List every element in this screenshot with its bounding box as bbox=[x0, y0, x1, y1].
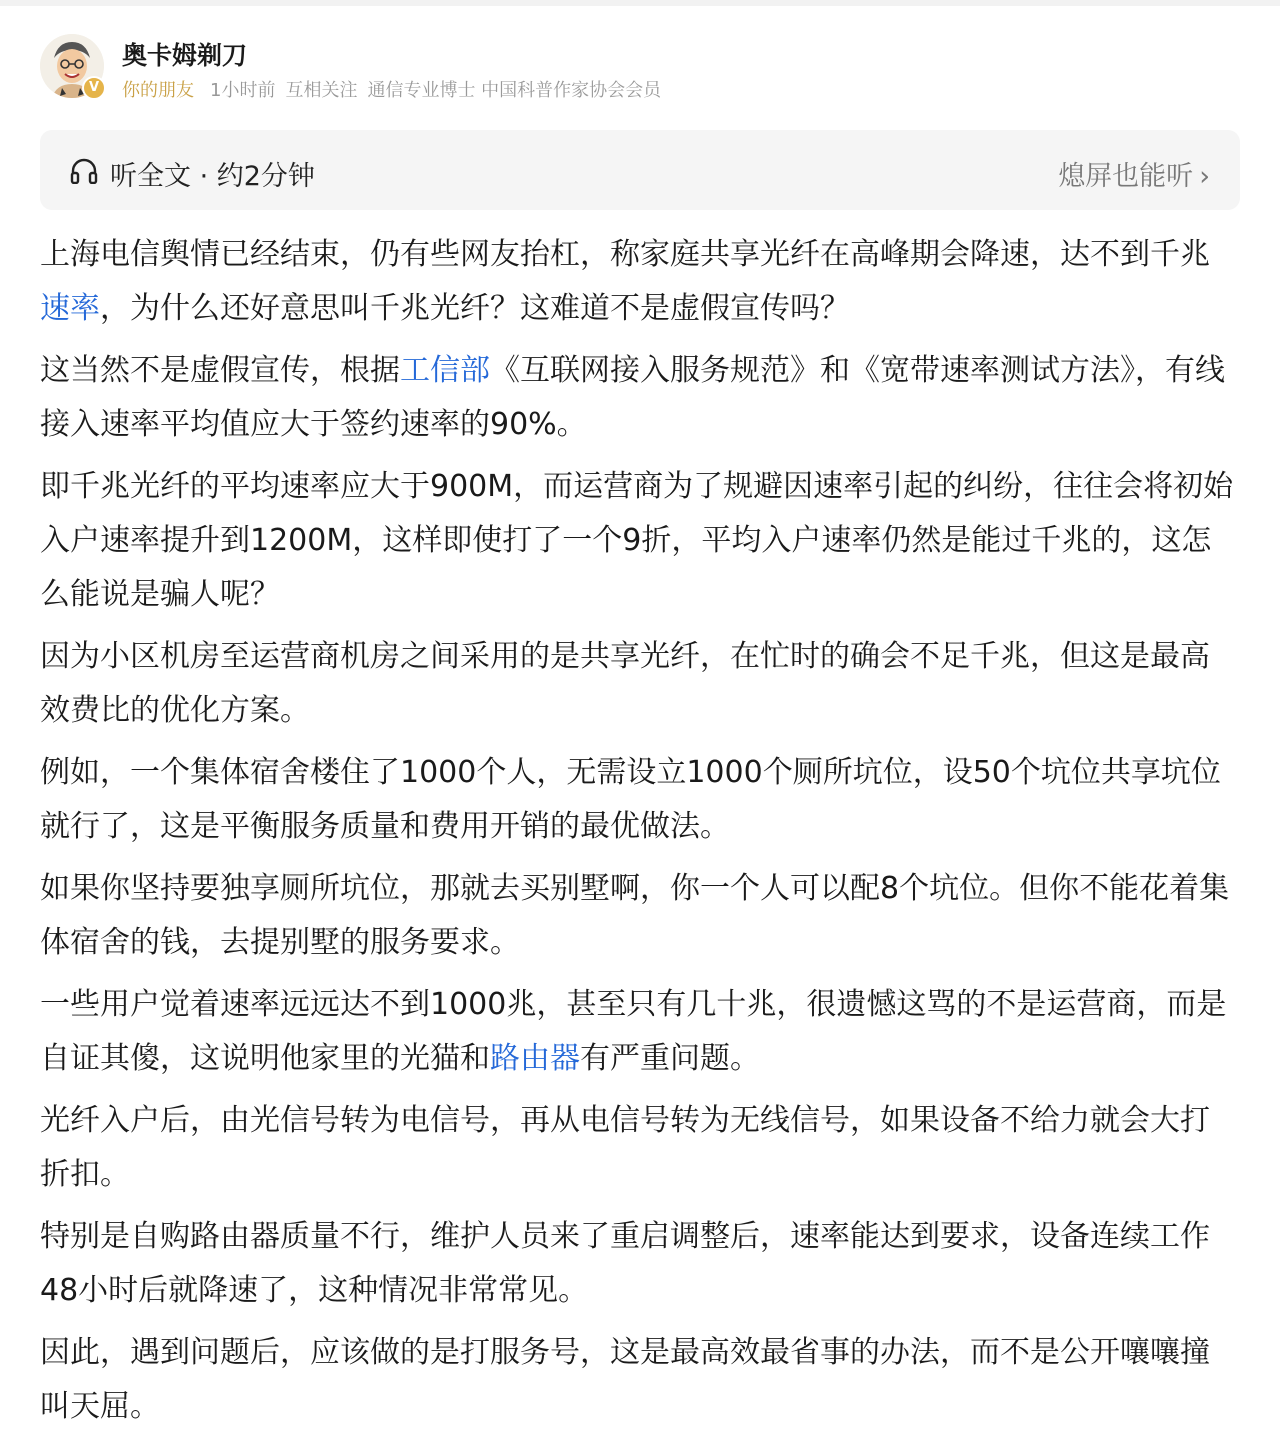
paragraph-text: ，为什么还好意思叫千兆光纤？这难道不是虚假宣传吗？ bbox=[100, 291, 850, 326]
screen-off-label: 熄屏也能听 bbox=[1058, 161, 1194, 192]
paragraph bbox=[40, 228, 1235, 336]
chevron-right-icon: › bbox=[1199, 161, 1210, 192]
link-rate[interactable]: 速率 bbox=[40, 291, 100, 326]
paragraph-text: 这当然不是虚假宣传，根据 bbox=[40, 353, 400, 388]
paragraph: 因为小区机房至运营商机房之间采用的是共享光纤，在忙时的确会不足千兆，但这是最高效费比的优化方案。 bbox=[40, 639, 1210, 728]
screen-off-listen-button[interactable] bbox=[1058, 154, 1210, 193]
paragraph: 即千兆光纤的平均速率应大于900M，而运营商为了规避因速率引起的纠纷，往往会将初始入户速率提升到1200M，这样即使打了一个9折，平均入户速率仍然是能过千兆的，这怎么能说是骗人呢？ bbox=[40, 469, 1234, 612]
paragraph: 因此，遇到问题后，应该做的是打服务号，这是最高效最省事的办法，而不是公开嚷嚷撞叫天屈。 bbox=[40, 1335, 1210, 1424]
top-divider bbox=[0, 0, 1280, 6]
author-name[interactable]: 奥卡姆剃刀 bbox=[122, 41, 248, 70]
friend-tag: 你的朋友 bbox=[122, 80, 194, 101]
paragraph bbox=[40, 978, 1235, 1086]
listen-label: 听全文 · 约2分钟 bbox=[110, 161, 315, 192]
paragraph: 光纤入户后，由光信号转为电信号，再从电信号转为无线信号，如果设备不给力就会大打折扣。 bbox=[40, 1103, 1210, 1192]
paragraph-text: 有严重问题。 bbox=[580, 1041, 760, 1076]
article-body bbox=[40, 228, 1235, 1442]
author-titles: 通信专业博士 中国科普作家协会会员 bbox=[367, 80, 662, 101]
post-header bbox=[40, 34, 1240, 104]
link-router[interactable]: 路由器 bbox=[490, 1041, 580, 1076]
paragraph-text: 上海电信舆情已经结束，仍有些网友抬杠，称家庭共享光纤在高峰期会降速，达不到千兆 bbox=[40, 237, 1210, 272]
paragraph: 例如，一个集体宿舍楼住了1000个人，无需设立1000个厕所坑位，设50个坑位共享坑位就行了，这是平衡服务质量和费用开销的最优做法。 bbox=[40, 755, 1221, 844]
link-miit[interactable]: 工信部 bbox=[400, 353, 490, 388]
paragraph-text: 一些用户觉着速率远远达不到1000兆，甚至只有几十兆，很遗憾这骂的不是运营商，而是自证其傻，这说明他家里的光猫和 bbox=[40, 987, 1227, 1076]
paragraph: 特别是自购路由器质量不行，维护人员来了重启调整后，速率能达到要求，设备连续工作48小时后就降速了，这种情况非常常见。 bbox=[40, 1219, 1210, 1308]
paragraph-text: 《互联网接入服务规范》和《宽带速率测试方法》，有线接入速率平均值应大于签约速率的90%。 bbox=[40, 353, 1225, 442]
verified-v-icon: V bbox=[82, 76, 106, 100]
follow-status: 互相关注 bbox=[285, 80, 358, 101]
author-meta bbox=[122, 76, 671, 102]
listen-full-text-bar[interactable] bbox=[40, 130, 1240, 210]
paragraph: 如果你坚持要独享厕所坑位，那就去买别墅啊，你一个人可以配8个坑位。但你不能花着集体宿舍的钱，去提别墅的服务要求。 bbox=[40, 871, 1230, 960]
headphones-icon bbox=[70, 158, 98, 188]
paragraph bbox=[40, 344, 1235, 452]
post-time: 1小时前 bbox=[210, 80, 276, 101]
